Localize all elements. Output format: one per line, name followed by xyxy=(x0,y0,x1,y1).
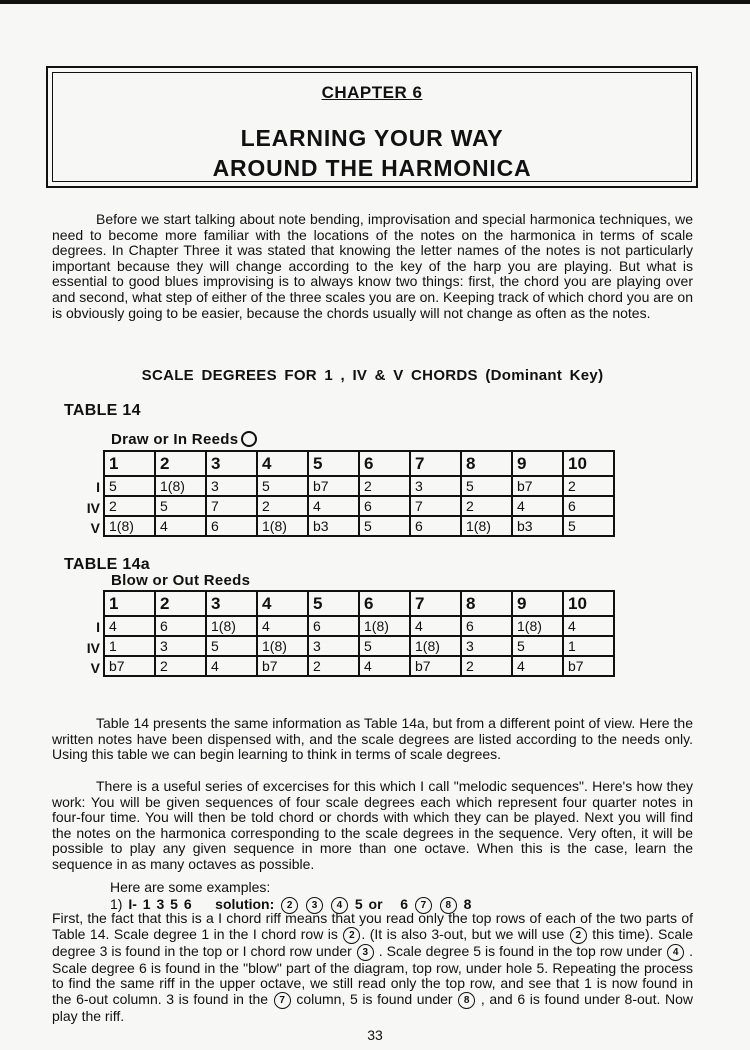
table14a-header-cell: 5 xyxy=(308,591,359,616)
table-cell: 5 xyxy=(359,636,410,656)
table14-sublabel-text: Draw or In Reeds xyxy=(111,431,239,448)
table14a-row-IV xyxy=(104,636,614,656)
table14a-header-row xyxy=(104,591,614,616)
text-segment: . Scale degree 6 is found in the "blow" part of the diagram, top row, under hole 5. Repeating the process to find the same riff in the upper octave, we still read only the top row, and see that 1 is now found in the 6-out column. 3 is found in the xyxy=(52,942,694,1007)
example-hole-8: 8 xyxy=(463,896,472,912)
table-cell: 3 xyxy=(461,636,512,656)
table-cell: b7 xyxy=(563,656,614,676)
table14a-header-cell: 3 xyxy=(206,591,257,616)
table-cell: 2 xyxy=(104,496,155,516)
table-cell: 3 xyxy=(410,476,461,496)
table14-header-cell: 2 xyxy=(155,451,206,476)
table-cell: 6 xyxy=(206,516,257,536)
table-cell: 1(8) xyxy=(257,636,308,656)
chapter-banner xyxy=(46,66,698,188)
table-cell: 2 xyxy=(155,656,206,676)
table-cell: 5 xyxy=(104,476,155,496)
solution-label: solution: xyxy=(215,896,275,912)
table-cell: 6 xyxy=(359,496,410,516)
chapter-title-line1: LEARNING YOUR WAY xyxy=(240,125,504,151)
chapter-title xyxy=(53,123,691,183)
table14-row-IV xyxy=(104,496,614,516)
row-label: IV xyxy=(86,639,100,656)
section-heading: SCALE DEGREES FOR 1 , IV & V CHORDS (Dominant Key) xyxy=(141,367,604,384)
table-cell: b7 xyxy=(257,656,308,676)
table-cell: 1(8) xyxy=(257,516,308,536)
row-label: I xyxy=(96,479,100,495)
chapter-number: CHAPTER 6 xyxy=(321,83,423,102)
text-segment: , and 6 is found under 8-out. Now play the riff. xyxy=(52,990,693,1024)
text-segment: First, the fact that this is a I chord riff means that you read only the top rows of each of the two parts of Table 14. Scale degree 1 in the I chord row is xyxy=(52,910,693,942)
table14a-row-V xyxy=(104,656,614,676)
example-hole-5: 5 xyxy=(354,896,363,912)
table-cell: 4 xyxy=(512,496,563,516)
table-cell: 1(8) xyxy=(206,616,257,636)
table-cell: 4 xyxy=(155,516,206,536)
page-number: 33 xyxy=(367,1027,383,1043)
table-cell: 1(8) xyxy=(155,476,206,496)
table-cell: 2 xyxy=(308,656,359,676)
table14-header-cell: 5 xyxy=(308,451,359,476)
table-cell: 1 xyxy=(104,636,155,656)
row-label: V xyxy=(90,660,100,676)
table14a-header-cell: 4 xyxy=(257,591,308,616)
table14a-grid xyxy=(103,590,615,677)
table-cell: b7 xyxy=(410,656,461,676)
table-cell: 1 xyxy=(563,636,614,656)
intro-paragraph: Before we start talking about note bending, improvisation and special harmonica techniques, we need to become more familiar with the locations of the notes on the harmonica in terms of scale degrees. In Chapter Three it was stated that knowing the letter names of the notes is not particularly important because they will change according to the key of the harp you are playing. But what is essential to good blues improvising is to always know two things: first, the chord you are playing over and second, what step of either of the three scales you are on. Keeping track of which chord you are on is obviously going to be easier, because the chords usually will not change as often as the notes. xyxy=(52,211,693,321)
table14-header-cell: 9 xyxy=(512,451,563,476)
row-label: IV xyxy=(86,499,100,516)
table14a-header-cell: 10 xyxy=(563,591,614,616)
table-cell: 4 xyxy=(206,656,257,676)
text-segment: . Scale degree 5 is found in the top row under xyxy=(378,942,663,959)
paragraph-table-explanation: Table 14 presents the same information as Table 14a, but from a different point of view. Here the written notes have been dispensed with, and the scale degrees are listed according to the needs only. Using this table we can begin learning to think in terms of scale degrees. xyxy=(52,715,693,763)
table-cell: 5 xyxy=(206,636,257,656)
table-cell: 4 xyxy=(308,496,359,516)
table14-sublabel xyxy=(111,431,257,448)
table14-row-labels xyxy=(60,477,100,539)
row-label: V xyxy=(90,520,100,536)
table14-label: TABLE 14 xyxy=(64,402,141,419)
hole-2-circle-icon: 2 xyxy=(570,927,587,944)
table14-header-row xyxy=(104,451,614,476)
table-cell: 4 xyxy=(104,616,155,636)
draw-circle-icon xyxy=(241,431,257,447)
paragraph-solution-explanation xyxy=(52,911,693,1024)
table-cell: 2 xyxy=(563,476,614,496)
hole-2-circle-icon: 2 xyxy=(343,927,360,944)
table14-header-cell: 6 xyxy=(359,451,410,476)
table-cell: b7 xyxy=(104,656,155,676)
table-cell: 4 xyxy=(410,616,461,636)
table14-row-I xyxy=(104,476,614,496)
hole-2-circle-icon: 2 xyxy=(281,897,298,914)
table14-header-cell: 1 xyxy=(104,451,155,476)
table14a-row-labels xyxy=(60,617,100,679)
hole-8-circle-icon: 8 xyxy=(440,897,457,914)
table-cell: 6 xyxy=(410,516,461,536)
text-segment: this time). Scale degree 3 is found in the top or I chord row under xyxy=(52,925,694,959)
hole-3-circle-icon: 3 xyxy=(306,897,323,914)
table-cell: b3 xyxy=(308,516,359,536)
table-cell: 1(8) xyxy=(104,516,155,536)
hole-4-circle-icon: 4 xyxy=(331,897,348,914)
example-or: or xyxy=(368,896,383,912)
table14a-sublabel: Blow or Out Reeds xyxy=(111,572,251,589)
table-cell: 2 xyxy=(461,656,512,676)
table-cell: 3 xyxy=(308,636,359,656)
table-cell: 3 xyxy=(155,636,206,656)
table14-header-cell: 10 xyxy=(563,451,614,476)
table-cell: 6 xyxy=(308,616,359,636)
top-rule xyxy=(0,0,750,4)
table14a-header-cell: 9 xyxy=(512,591,563,616)
hole-3-circle-icon: 3 xyxy=(357,944,374,961)
table-cell: 7 xyxy=(206,496,257,516)
table-cell: 3 xyxy=(206,476,257,496)
table14a-row-I xyxy=(104,616,614,636)
hole-7-circle-icon: 7 xyxy=(274,992,291,1009)
table-cell: 4 xyxy=(563,616,614,636)
banner-inner-border xyxy=(52,72,692,182)
row-label: I xyxy=(96,619,100,635)
table-cell: 1(8) xyxy=(512,616,563,636)
table14-header-cell: 3 xyxy=(206,451,257,476)
table14a-header-cell: 6 xyxy=(359,591,410,616)
table14-header-cell: 4 xyxy=(257,451,308,476)
table-cell: 6 xyxy=(563,496,614,516)
text-segment: . (It is also 3-out, but we will use xyxy=(361,925,565,942)
table-cell: b3 xyxy=(512,516,563,536)
table-cell: 2 xyxy=(359,476,410,496)
table-cell: 2 xyxy=(257,496,308,516)
table-cell: 5 xyxy=(257,476,308,496)
hole-4-circle-icon: 4 xyxy=(667,944,684,961)
table14-header-cell: 7 xyxy=(410,451,461,476)
hole-7-circle-icon: 7 xyxy=(415,897,432,914)
table-cell: b7 xyxy=(512,476,563,496)
table-cell: 5 xyxy=(461,476,512,496)
hole-8-circle-icon: 8 xyxy=(458,992,475,1009)
table-cell: 6 xyxy=(155,616,206,636)
table-cell: 7 xyxy=(410,496,461,516)
examples-intro: Here are some examples: xyxy=(110,879,271,895)
example-hole-6: 6 xyxy=(400,896,408,912)
table-cell: 4 xyxy=(257,616,308,636)
table-cell: 6 xyxy=(461,616,512,636)
table-cell: 1(8) xyxy=(410,636,461,656)
example-sequence: I- 1 3 5 6 xyxy=(128,896,192,912)
table-cell: 1(8) xyxy=(359,616,410,636)
table-cell: 5 xyxy=(155,496,206,516)
table-cell: 4 xyxy=(512,656,563,676)
table-cell: 5 xyxy=(563,516,614,536)
table-cell: 1(8) xyxy=(461,516,512,536)
table-cell: 2 xyxy=(461,496,512,516)
example-number: 1) xyxy=(110,896,123,912)
table-cell: 5 xyxy=(512,636,563,656)
table14a-header-cell: 2 xyxy=(155,591,206,616)
table14-header-cell: 8 xyxy=(461,451,512,476)
table14a-header-cell: 1 xyxy=(104,591,155,616)
text-segment: column, 5 is found under xyxy=(296,990,453,1007)
table-cell: 4 xyxy=(359,656,410,676)
table14a-label: TABLE 14a xyxy=(64,556,150,573)
table-cell: 5 xyxy=(359,516,410,536)
table14-grid xyxy=(103,450,615,537)
table14a-header-cell: 8 xyxy=(461,591,512,616)
chapter-title-line2: AROUND THE HARMONICA xyxy=(212,155,532,181)
table14-row-V xyxy=(104,516,614,536)
table14a-header-cell: 7 xyxy=(410,591,461,616)
paragraph-melodic-sequences: There is a useful series of excercises for this which I call "melodic sequences". Here's how they work: You will be given sequences of four scale degrees each which represent four quarter notes in four-four time. You will then be told chord or chords with which they can be played. Next you will find the notes on the harmonica corresponding to the scale degrees in the sequence. Very often, it will be possible to play any given sequence in more than one octave. When this is the case, learn the sequence in as many octaves as possible. xyxy=(52,778,693,872)
table-cell: b7 xyxy=(308,476,359,496)
